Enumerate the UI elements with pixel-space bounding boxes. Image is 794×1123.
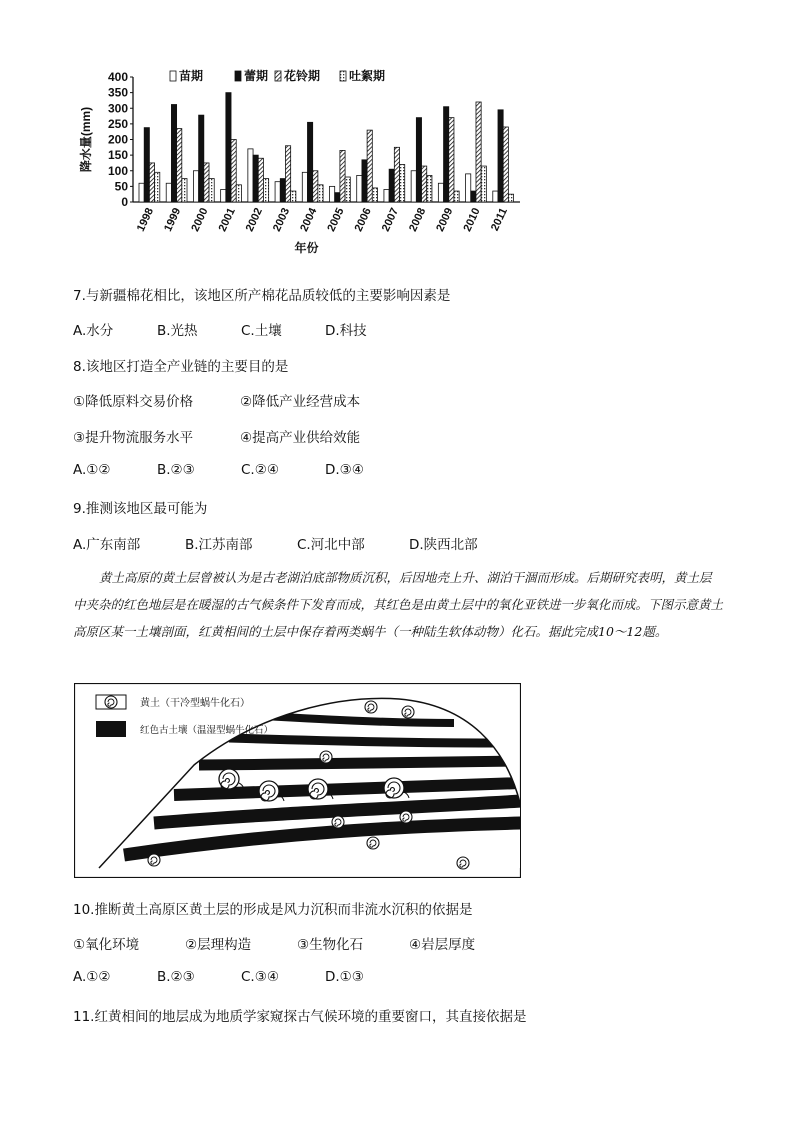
snail-fossil-icon: [367, 837, 379, 849]
bar-苗期: [166, 183, 171, 202]
bar-苗期: [466, 174, 471, 202]
bar-蕾期: [144, 128, 149, 202]
bar-吐絮期: [372, 188, 377, 202]
option-a[interactable]: A.广东南部: [73, 537, 141, 553]
question-8-stem: 8.该地区打造全产业链的主要目的是: [73, 359, 289, 375]
option-a[interactable]: A.①②: [73, 969, 111, 985]
item-3: ③提升物流服务水平: [73, 430, 194, 446]
x-tick-label: 2008: [407, 206, 429, 234]
legend-label: 花铃期: [284, 69, 321, 83]
bar-蕾期: [416, 118, 421, 202]
bar-蕾期: [389, 169, 394, 202]
bar-花铃期: [285, 146, 290, 202]
legend-paleosol-swatch: [96, 721, 126, 737]
y-tick-label: 100: [107, 163, 128, 178]
item-1: ①降低原料交易价格: [73, 394, 194, 410]
option-a[interactable]: A.水分: [73, 323, 114, 339]
item-4: ④岩层厚度: [409, 937, 476, 953]
option-d[interactable]: D.陕西北部: [409, 537, 478, 553]
bar-苗期: [384, 190, 389, 203]
x-axis-label: 年份: [294, 241, 319, 255]
bar-吐絮期: [209, 179, 214, 202]
y-tick-label: 50: [114, 179, 128, 194]
option-b[interactable]: B.②③: [157, 462, 195, 478]
question-11-stem: 11.红黄相间的地层成为地质学家窥探古气候环境的重要窗口，其直接依据是: [73, 1009, 527, 1025]
bar-蕾期: [335, 193, 340, 202]
x-tick-label: 2011: [488, 206, 510, 233]
question-7-stem: 7.与新疆棉花相比，该地区所产棉花品质较低的主要影响因素是: [73, 288, 451, 304]
bar-花铃期: [313, 171, 318, 202]
bar-蕾期: [199, 115, 204, 202]
bar-苗期: [275, 182, 280, 202]
soil-profile-diagram: [74, 683, 521, 878]
bar-花铃期: [177, 129, 182, 202]
legend-swatch: [235, 71, 241, 81]
snail-fossil-icon: [320, 751, 332, 763]
bar-蕾期: [253, 155, 258, 202]
precipitation-chart: [70, 62, 540, 262]
bar-吐絮期: [291, 191, 296, 202]
option-c[interactable]: C.土壤: [241, 323, 282, 339]
bar-苗期: [221, 190, 226, 203]
question-10-options: [73, 969, 364, 985]
bar-花铃期: [449, 118, 454, 202]
bar-吐絮期: [400, 165, 405, 203]
bar-花铃期: [231, 140, 236, 203]
bar-吐絮期: [454, 191, 459, 202]
option-b[interactable]: B.光热: [157, 323, 198, 339]
bar-花铃期: [204, 163, 209, 202]
x-tick-label: 2009: [434, 206, 456, 234]
y-tick-label: 400: [107, 70, 128, 84]
question-8-options: [73, 462, 364, 478]
bar-吐絮期: [263, 179, 268, 202]
y-tick-label: 150: [107, 148, 128, 163]
question-7-options: [73, 319, 367, 339]
bar-花铃期: [258, 158, 263, 202]
question-8-items-row2: [73, 426, 360, 446]
bar-蕾期: [226, 93, 231, 202]
snail-fossil-icon: [332, 816, 344, 828]
item-2: ②层理构造: [185, 937, 252, 953]
bar-苗期: [193, 171, 198, 202]
legend-swatch: [340, 71, 346, 81]
item-4: ④提高产业供给效能: [240, 430, 361, 446]
item-3: ③生物化石: [297, 937, 364, 953]
y-tick-label: 0: [121, 195, 128, 209]
reading-passage: 黄土高原的黄土层曾被认为是古老湖泊底部物质沉积，后因地壳上升、湖泊干涸而形成。后期研究表明，黄土层中夹杂的红色地层是在暖湿的古气候条件下发育而成，其红色是由黄土层中的氧化亚铁进一步氧化而成。下图示意黄土高原区某一土壤剖面，红黄相间的土层中保存着两类蜗牛（一种陆生软体动物）化石。据此完成10～12题。: [73, 570, 724, 639]
legend-swatch: [170, 71, 176, 81]
soil-profile-svg: [74, 683, 521, 878]
question-9-stem: 9.推测该地区最可能为: [73, 501, 208, 517]
bar-花铃期: [422, 166, 427, 202]
legend-paleosol-label: 红色古土壤（温湿型蜗牛化石）: [140, 725, 274, 736]
option-b[interactable]: B.江苏南部: [185, 537, 253, 553]
x-tick-label: 2006: [352, 206, 374, 234]
paleosol-band: [229, 738, 494, 743]
item-2: ②降低产业经营成本: [240, 394, 361, 410]
snail-fossil-icon: [457, 857, 469, 869]
bar-花铃期: [503, 127, 508, 202]
x-tick-label: 2005: [325, 206, 347, 234]
bar-苗期: [248, 149, 253, 202]
bar-吐絮期: [508, 194, 513, 202]
snail-fossil-icon: [365, 701, 377, 713]
legend-swatch: [275, 71, 281, 81]
option-d[interactable]: D.③④: [325, 462, 364, 478]
bar-苗期: [302, 172, 307, 202]
x-tick-label: 2003: [270, 206, 293, 234]
x-tick-label: 1999: [162, 206, 184, 234]
bar-苗期: [357, 175, 362, 202]
option-b[interactable]: B.②③: [157, 969, 195, 985]
legend-loess-label: 黄土（干冷型蜗牛化石）: [140, 698, 250, 709]
legend-label: 苗期: [179, 69, 204, 83]
y-tick-label: 250: [107, 116, 128, 131]
bar-苗期: [493, 191, 498, 202]
x-tick-label: 2000: [189, 206, 211, 234]
bar-吐絮期: [427, 175, 432, 202]
x-tick-label: 2010: [461, 206, 483, 234]
bar-吐絮期: [345, 177, 350, 202]
question-8-items-row1: [73, 390, 360, 410]
option-c[interactable]: C.河北中部: [297, 537, 365, 553]
paleosol-band: [199, 761, 521, 765]
bar-苗期: [330, 186, 335, 202]
legend-label: 吐絮期: [349, 69, 386, 83]
question-10-stem: 10.推断黄土高原区黄土层的形成是风力沉积而非流水沉积的依据是: [73, 902, 473, 918]
x-tick-label: 1998: [134, 206, 157, 234]
bar-吐絮期: [236, 185, 241, 202]
bar-吐絮期: [182, 179, 187, 202]
x-tick-label: 2004: [298, 206, 320, 234]
question-9-options: [73, 533, 478, 553]
option-d[interactable]: D.①③: [325, 969, 364, 985]
bar-苗期: [411, 171, 416, 202]
bar-苗期: [438, 183, 443, 202]
bar-花铃期: [476, 102, 481, 202]
question-10-items: [73, 933, 475, 953]
y-tick-label: 300: [107, 101, 128, 116]
legend-label: 蕾期: [244, 69, 269, 83]
bar-苗期: [139, 183, 144, 202]
bar-蕾期: [307, 122, 312, 202]
snail-fossil-icon: [402, 706, 414, 718]
y-axis-label: 降水量(mm): [79, 106, 93, 173]
option-c[interactable]: C.③④: [241, 969, 279, 985]
bar-花铃期: [367, 130, 372, 202]
x-tick-label: 2002: [243, 206, 265, 234]
option-a[interactable]: A.①②: [73, 462, 111, 478]
option-d[interactable]: D.科技: [325, 323, 367, 339]
snail-fossil-icon: [105, 696, 117, 708]
bar-蕾期: [362, 160, 367, 202]
bar-花铃期: [394, 147, 399, 202]
option-c[interactable]: C.②④: [241, 462, 279, 478]
snail-fossil-icon: [148, 854, 160, 866]
bar-蕾期: [498, 110, 503, 202]
y-tick-label: 350: [107, 85, 128, 100]
bar-蕾期: [471, 191, 476, 202]
bar-吐絮期: [318, 185, 323, 202]
bar-花铃期: [149, 163, 154, 202]
bar-花铃期: [340, 150, 345, 202]
bar-吐絮期: [155, 172, 160, 202]
bar-蕾期: [171, 105, 176, 203]
x-tick-label: 2007: [379, 206, 402, 234]
bar-蕾期: [280, 179, 285, 202]
bar-吐絮期: [481, 166, 486, 202]
snail-fossil-icon: [400, 811, 412, 823]
item-1: ①氧化环境: [73, 937, 140, 953]
y-tick-label: 200: [107, 132, 128, 147]
chart-svg: [70, 62, 540, 262]
x-tick-label: 2001: [216, 206, 238, 234]
bar-蕾期: [444, 107, 449, 202]
